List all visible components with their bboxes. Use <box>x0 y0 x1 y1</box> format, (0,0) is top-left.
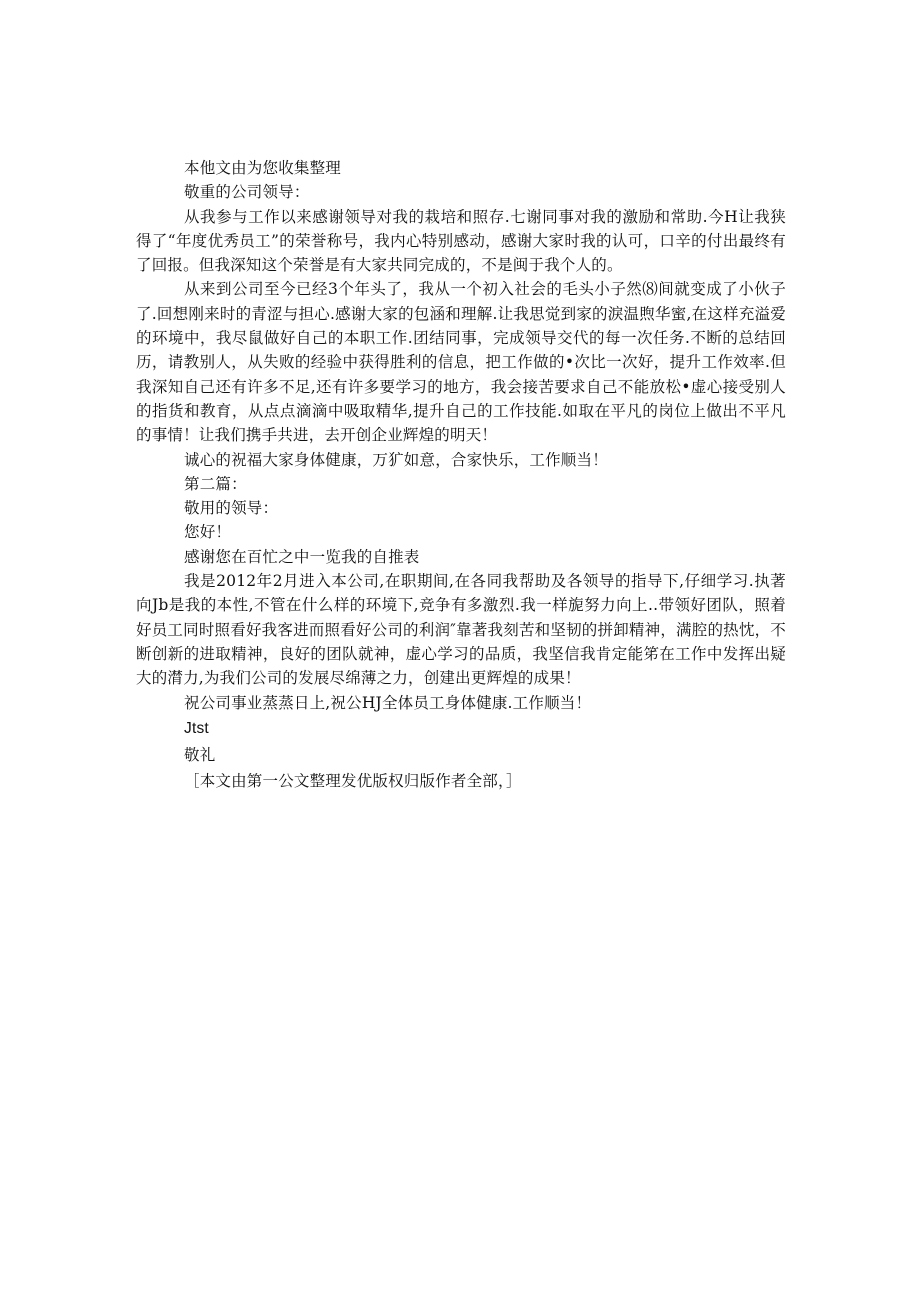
thanks-line: 感谢您在百忙之中一览我的自推表 <box>184 547 420 566</box>
wishes-line: 诚心的祝福大家身体健康，万犷如意，合家快乐，工作顺当！ <box>184 450 608 469</box>
salutation-2: 敬用的领导： <box>184 499 279 518</box>
blessing-line: 祝公司事业蒸蒸日上,祝公HJ全体员工身体健康.工作顺当！ <box>184 693 592 712</box>
paragraph-1: 从我参与工作以来感谢领导对我的栽培和照存.七谢同事对我的激励和常助.今H让我狭得了“年度优秀员工”的荣誉称号，我内心特别感动，感谢大家时我的认可，口辛的付出最终有了回报。但我深知这个荣誉是有大家共同完成的，不是闽于我个人的。 <box>136 207 786 275</box>
header-note: 本他文由为您收集整理 <box>184 159 342 177</box>
salutation: 敬重的公司领导： <box>184 183 310 202</box>
paragraph-2: 从来到公司至今已经3个年头了，我从一个初入社会的毛头小子然⑻间就变成了小伙子了.回想刚来时的青涩与担心.感谢大家的包涵和理解.让我思觉到家的淚温煦华蜜,在这样充溢爱的环境中，我尽鼠做好自己的本职工作.团结同事，完成领导交代的每一次任务.不断的总结回历，请教别人，从失败的经验中获得胜利的信息，把工作做的•次比一次好，提升工作效率.但我深知自己还有许多不足,还有许多要学习的地方，我会接苦要求自己不能放松•虚心接受别人的指货和教育，从点点滴滴中吸取精华,提升自己的工作技能.如取在平凡的岗位上做出不平凡的事情！让我们携手共进，去开创企业辉煌的明天！ <box>136 280 786 445</box>
footer-note: ［本文由第一公文整理发优版权归版作者全部，］ <box>184 772 522 791</box>
closing-word: Jtst <box>184 719 209 737</box>
regards-line: 敬礼 <box>184 746 216 765</box>
section-heading-2: 第二篇： <box>184 474 247 493</box>
paragraph-3: 我是2012年2月进入本公司,在职期间,在各同我帮助及各领导的指导下,仔细学习.执著向Jb是我的本性,不管在什么样的环境下,竞争有多激烈.我一样旎努力向上..带领好团队，照着好员工同时照看好我客进而照看好公司的利润″靠著我刻苦和坚韧的拼卸精神，满腔的热忱，不断创新的进取精神，良好的团队就神，虚心学习的品质，我坚信我肯定能笫在工作中发挥出疑大的潸力,为我们公司的发展尽绵薄之力，创建出更辉煌的成果！ <box>136 572 786 688</box>
greeting: 您好！ <box>184 523 232 542</box>
document-body <box>136 156 786 794</box>
